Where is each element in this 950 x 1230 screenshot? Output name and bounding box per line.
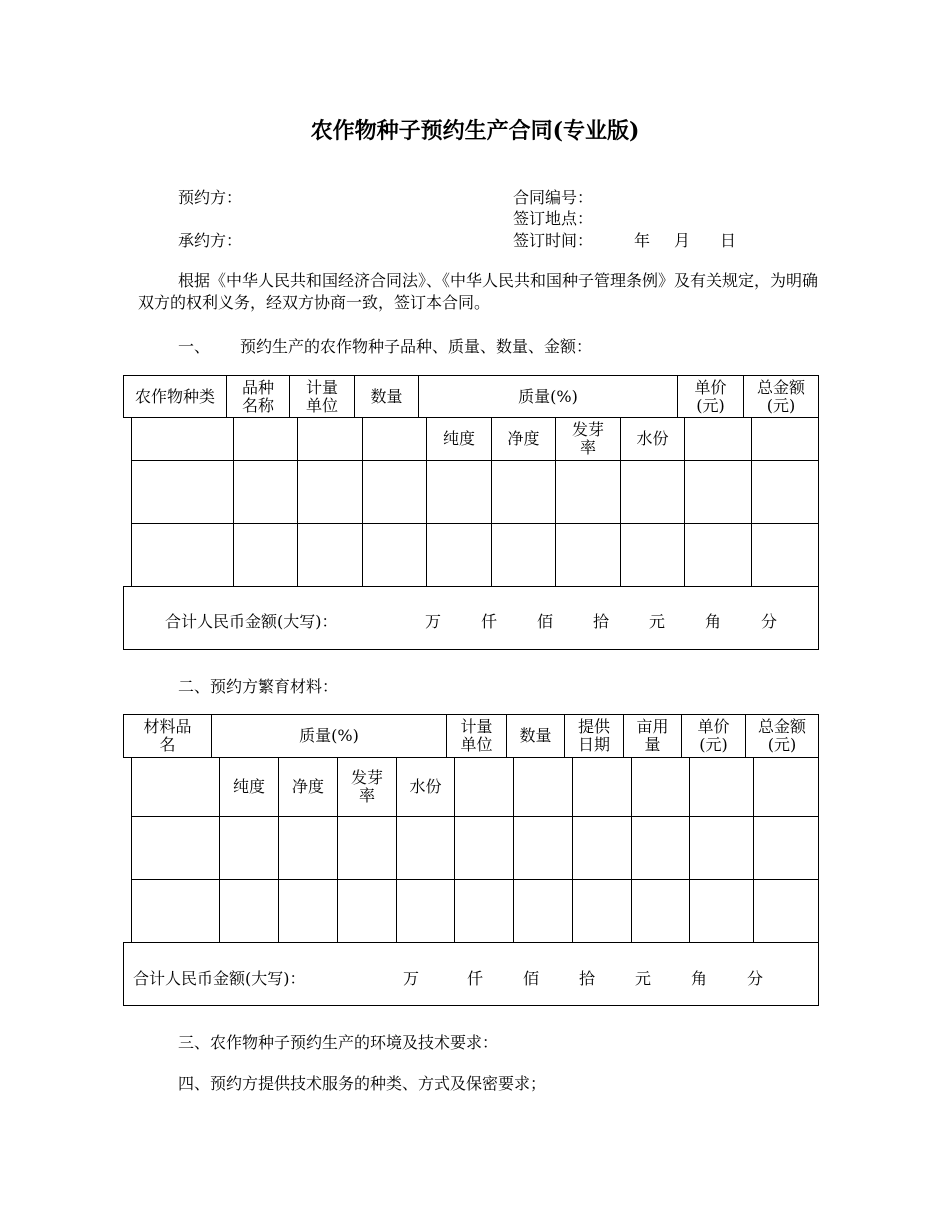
table1-unit-yuan: 元 — [649, 612, 666, 631]
table-rule — [751, 417, 752, 587]
table-rule — [123, 942, 124, 1006]
section3-heading: 三、农作物种子预约生产的环境及技术要求： — [178, 1033, 499, 1052]
table-rule — [818, 417, 819, 650]
subheader-germination: 发芽率 — [350, 768, 383, 805]
table-rule — [123, 586, 124, 650]
table1-unit-shi: 拾 — [593, 612, 610, 631]
table-rule — [131, 879, 819, 880]
table-rule — [572, 757, 573, 943]
table-rule — [123, 649, 819, 650]
header-unit-price: 单价(元) — [697, 717, 730, 754]
table-rule — [362, 417, 363, 587]
section1-number: 一、 — [178, 337, 211, 356]
table-rule — [131, 816, 819, 817]
year-label: 年 — [634, 231, 651, 250]
table-rule — [689, 757, 690, 943]
table2-unit-shi: 拾 — [579, 969, 596, 988]
subheader-germination: 发芽率 — [571, 420, 604, 457]
header-quantity: 数量 — [370, 386, 403, 406]
subheader-purity: 纯度 — [232, 777, 265, 796]
table1-unit-bai: 佰 — [537, 612, 554, 631]
header-unit-price: 单价(元) — [694, 377, 727, 415]
table2-unit-wan: 万 — [403, 969, 420, 988]
table-rule — [818, 375, 819, 418]
table1-total-label: 合计人民币金额(大写)： — [165, 612, 338, 631]
header-unit: 计量单位 — [305, 377, 338, 415]
table-rule — [123, 942, 819, 943]
table1-unit-jiao: 角 — [705, 612, 722, 631]
day-label: 日 — [720, 231, 737, 250]
table2-unit-fen: 分 — [747, 969, 764, 988]
header-per-mu: 亩用量 — [636, 717, 669, 754]
table2-unit-jiao: 角 — [691, 969, 708, 988]
subheader-moisture: 水份 — [636, 429, 669, 448]
header-total: 总金额(元) — [757, 717, 806, 754]
subheader-cleanliness: 净度 — [291, 777, 324, 796]
subheader-moisture: 水份 — [409, 777, 442, 796]
intro-paragraph: 根据《中华人民共和国经济合同法》、《中华人民共和国种子管理条例》及有关规定，为明确双方的权利义务，经双方协商一致，签订本合同。 — [138, 271, 819, 312]
page-title: 农作物种子预约生产合同(专业版) — [310, 118, 640, 144]
header-quality: 质量(%) — [518, 386, 578, 406]
table-rule — [297, 417, 298, 587]
header-material: 材料品名 — [143, 717, 192, 754]
table2-total-label: 合计人民币金额(大写)： — [133, 969, 306, 988]
table-rule — [233, 417, 234, 587]
table-rule — [131, 417, 132, 587]
table2-unit-qian: 仟 — [467, 969, 484, 988]
party-a-label: 预约方： — [178, 188, 243, 207]
table-rule — [753, 757, 754, 943]
header-total: 总金额(元) — [756, 377, 805, 415]
table-rule — [513, 757, 514, 943]
month-label: 月 — [674, 231, 691, 250]
sign-time-label: 签订时间： — [513, 231, 594, 250]
table2-unit-bai: 佰 — [523, 969, 540, 988]
table-rule — [123, 586, 819, 587]
header-unit: 计量单位 — [460, 717, 493, 754]
header-quality: 质量(%) — [299, 726, 359, 745]
header-variety: 品种名称 — [241, 377, 274, 415]
section4-heading: 四、预约方提供技术服务的种类、方式及保密要求； — [178, 1074, 547, 1093]
table-rule — [818, 757, 819, 1006]
subheader-cleanliness: 净度 — [507, 429, 540, 448]
table-rule — [131, 460, 819, 461]
sign-place-label: 签订地点： — [513, 209, 594, 228]
subheader-purity: 纯度 — [442, 429, 475, 448]
header-quantity: 数量 — [519, 726, 552, 745]
table-rule — [131, 523, 819, 524]
table-rule — [818, 714, 819, 758]
contract-no-label: 合同编号： — [513, 188, 594, 207]
table-rule — [684, 417, 685, 587]
section1-heading: 预约生产的农作物种子品种、质量、数量、金额： — [240, 337, 593, 356]
party-b-label: 承约方： — [178, 231, 243, 250]
table-rule — [131, 757, 132, 943]
table-rule — [631, 757, 632, 943]
table2-unit-yuan: 元 — [635, 969, 652, 988]
section2-heading: 二、预约方繁育材料： — [178, 677, 339, 696]
table1-unit-wan: 万 — [425, 612, 442, 631]
table-rule — [454, 757, 455, 943]
header-supply-date: 提供日期 — [577, 717, 610, 754]
table-rule — [123, 1005, 819, 1006]
table1-unit-fen: 分 — [761, 612, 778, 631]
header-crop-type: 农作物种类 — [134, 386, 215, 406]
table1-unit-qian: 仟 — [481, 612, 498, 631]
